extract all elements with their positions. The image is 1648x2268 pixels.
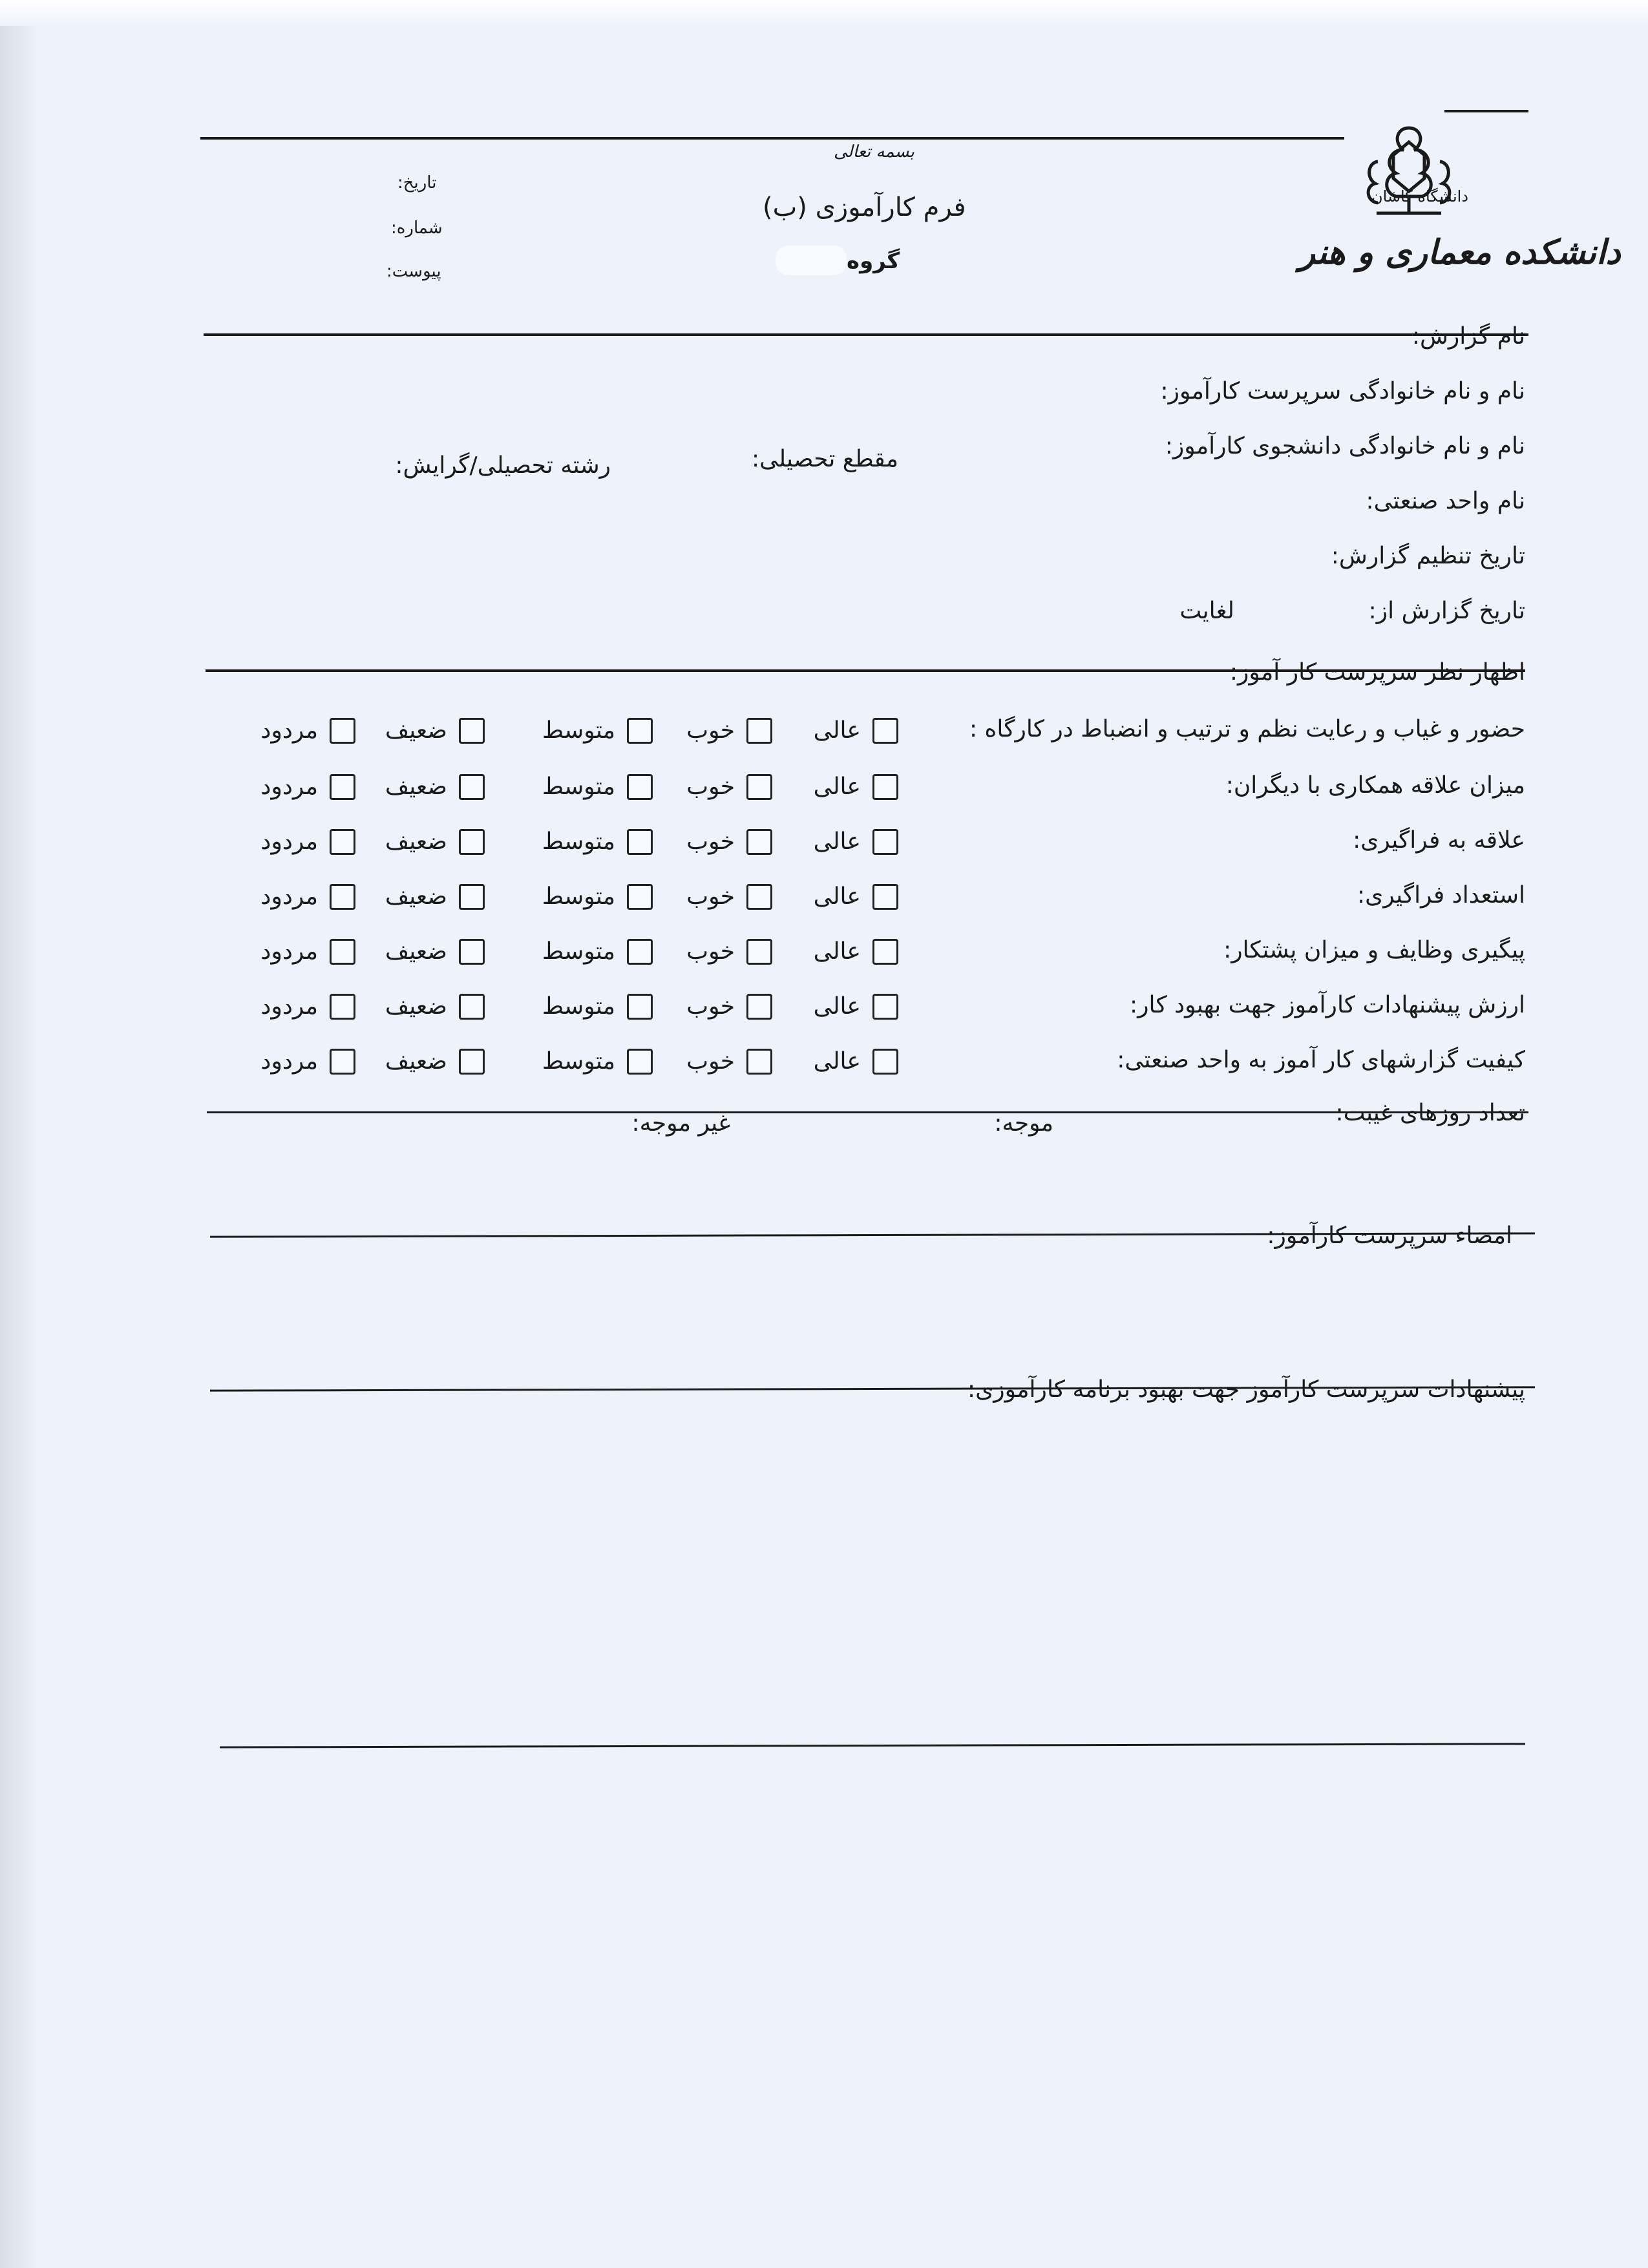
- rating-checkbox[interactable]: [872, 884, 898, 910]
- evaluation-heading: اظهار نظر سرپرست کار آموز:: [1229, 659, 1525, 686]
- criterion-label: ارزش پیشنهادات کارآموز جهت بهبود کار:: [1130, 992, 1525, 1018]
- field-of-study-label: رشته تحصیلی/گرایش:: [395, 452, 611, 479]
- rating-option-label: متوسط: [542, 938, 615, 965]
- criterion-label: علاقه به فراگیری:: [1353, 827, 1525, 854]
- rating-checkbox[interactable]: [746, 994, 772, 1020]
- scan-edge-top: [0, 0, 1648, 26]
- attachment-label: پیوست:: [386, 262, 441, 281]
- rating-checkbox[interactable]: [459, 1049, 485, 1075]
- header-divider: [204, 333, 1528, 336]
- rating-checkbox[interactable]: [746, 774, 772, 800]
- rating-checkbox[interactable]: [459, 939, 485, 965]
- rating-option-label: عالی: [813, 993, 861, 1020]
- rating-option-label: خوب: [686, 773, 735, 800]
- logo-name: دانشکده معماری و هنر: [1299, 233, 1621, 272]
- rating-option-label: عالی: [813, 1048, 861, 1075]
- rating-checkbox[interactable]: [330, 1049, 355, 1075]
- logo-caption: دانشگاه کاشان: [1371, 187, 1468, 205]
- rating-checkbox[interactable]: [330, 829, 355, 855]
- rating-checkbox[interactable]: [746, 939, 772, 965]
- unjustified-label: غیر موجه:: [631, 1110, 730, 1137]
- rating-checkbox[interactable]: [459, 774, 485, 800]
- rating-checkbox[interactable]: [459, 884, 485, 910]
- rating-option-weak[interactable]: [385, 773, 485, 800]
- rating-option-label: خوب: [686, 717, 735, 744]
- justified-label: موجه:: [994, 1110, 1053, 1137]
- rating-checkbox[interactable]: [746, 884, 772, 910]
- rating-option-label: عالی: [813, 717, 861, 744]
- rating-checkbox[interactable]: [627, 884, 653, 910]
- rating-checkbox[interactable]: [459, 829, 485, 855]
- suggestions-label: پیشنهادات سرپرست کارآموز جهت بهبود برنامه کارآموزی:: [967, 1376, 1525, 1403]
- rating-option-good[interactable]: [686, 1048, 772, 1075]
- rating-checkbox[interactable]: [872, 1049, 898, 1075]
- rating-option-label: خوب: [686, 828, 735, 855]
- rating-checkbox[interactable]: [330, 718, 355, 744]
- criterion-label: کیفیت گزارشهای کار آموز به واحد صنعتی:: [1117, 1047, 1525, 1073]
- redaction-smudge: [776, 246, 847, 275]
- rating-checkbox[interactable]: [627, 994, 653, 1020]
- rating-option-weak[interactable]: [385, 828, 485, 855]
- student-name-label: نام و نام خانوادگی دانشجوی کارآموز:: [1165, 433, 1525, 459]
- rating-checkbox[interactable]: [872, 718, 898, 744]
- rating-checkbox[interactable]: [872, 939, 898, 965]
- industrial-unit-label: نام واحد صنعتی:: [1366, 488, 1525, 514]
- rating-checkbox[interactable]: [459, 718, 485, 744]
- rating-option-label: مردود: [260, 717, 318, 744]
- rating-option-label: ضعیف: [385, 993, 447, 1020]
- rating-option-label: مردود: [260, 883, 318, 910]
- rating-option-label: مردود: [260, 773, 318, 800]
- university-logo: [1299, 116, 1621, 291]
- scan-edge-left: [0, 0, 39, 2268]
- supervisor-name-label: نام و نام خانوادگی سرپرست کارآموز:: [1160, 378, 1525, 404]
- rating-option-average[interactable]: [542, 938, 653, 965]
- rating-option-label: مردود: [260, 1048, 318, 1075]
- rating-option-label: عالی: [813, 828, 861, 855]
- criterion-label: استعداد فراگیری:: [1357, 882, 1525, 908]
- rating-option-good[interactable]: [686, 938, 772, 965]
- rating-option-good[interactable]: [686, 883, 772, 910]
- rating-option-label: ضعیف: [385, 773, 447, 800]
- report-from-label: تاریخ گزارش از:: [1368, 598, 1525, 624]
- rating-option-label: ضعیف: [385, 883, 447, 910]
- rating-option-excellent[interactable]: [814, 828, 898, 855]
- rating-option-label: ضعیف: [385, 938, 447, 965]
- rating-option-fail[interactable]: [260, 1048, 355, 1075]
- rating-option-excellent[interactable]: [814, 1048, 898, 1075]
- top-rule-right: [1444, 110, 1528, 112]
- rating-option-weak[interactable]: [385, 1048, 485, 1075]
- rating-option-label: مردود: [260, 938, 318, 965]
- rating-option-excellent[interactable]: [814, 773, 898, 800]
- report-to-label: لغایت: [1179, 598, 1234, 624]
- rating-option-label: مردود: [260, 828, 318, 855]
- form-title: فرم کارآموزی (ب): [763, 193, 966, 222]
- rating-checkbox[interactable]: [330, 939, 355, 965]
- rating-option-good[interactable]: [686, 828, 772, 855]
- rating-checkbox[interactable]: [330, 884, 355, 910]
- rating-option-label: متوسط: [542, 993, 615, 1020]
- bottom-rule: [220, 1743, 1525, 1748]
- rating-checkbox[interactable]: [746, 829, 772, 855]
- rating-option-label: متوسط: [542, 717, 615, 744]
- rating-checkbox[interactable]: [872, 774, 898, 800]
- rating-checkbox[interactable]: [746, 1049, 772, 1075]
- rating-checkbox[interactable]: [330, 994, 355, 1020]
- rating-option-good[interactable]: [686, 773, 772, 800]
- rating-option-fail[interactable]: [260, 717, 355, 744]
- rating-option-weak[interactable]: [385, 993, 485, 1020]
- rating-option-average[interactable]: [542, 1048, 653, 1075]
- rating-option-weak[interactable]: [385, 717, 485, 744]
- criterion-label: حضور و غیاب و رعایت نظم و ترتیب و انضباط در کارگاه :: [969, 716, 1525, 742]
- rating-option-label: خوب: [686, 993, 735, 1020]
- rating-option-label: خوب: [686, 883, 735, 910]
- absence-label: تعداد روزهای غیبت:: [1335, 1100, 1525, 1126]
- rating-option-average[interactable]: [542, 883, 653, 910]
- rating-option-fail[interactable]: [260, 773, 355, 800]
- rating-option-label: متوسط: [542, 773, 615, 800]
- group-label: گروه: [847, 248, 900, 274]
- rating-option-fail[interactable]: [260, 993, 355, 1020]
- rating-checkbox[interactable]: [627, 829, 653, 855]
- rating-option-label: متوسط: [542, 828, 615, 855]
- date-label: تاریخ:: [397, 173, 437, 193]
- report-name-label: نام گزارش:: [1411, 323, 1525, 350]
- rating-option-average[interactable]: [542, 993, 653, 1020]
- evaluation-divider: [207, 1111, 1528, 1113]
- rating-option-excellent[interactable]: [814, 883, 898, 910]
- rating-checkbox[interactable]: [459, 994, 485, 1020]
- rating-option-label: متوسط: [542, 883, 615, 910]
- rating-option-excellent[interactable]: [814, 717, 898, 744]
- rating-checkbox[interactable]: [627, 1049, 653, 1075]
- rating-checkbox[interactable]: [872, 829, 898, 855]
- rating-option-label: متوسط: [542, 1048, 615, 1075]
- rating-option-label: عالی: [813, 773, 861, 800]
- rating-checkbox[interactable]: [627, 774, 653, 800]
- criterion-label: میزان علاقه همکاری با دیگران:: [1225, 772, 1525, 799]
- rating-option-fail[interactable]: [260, 828, 355, 855]
- rating-option-label: ضعیف: [385, 1048, 447, 1075]
- rating-option-excellent[interactable]: [814, 938, 898, 965]
- rating-option-fail[interactable]: [260, 938, 355, 965]
- rating-option-weak[interactable]: [385, 883, 485, 910]
- rating-option-average[interactable]: [542, 773, 653, 800]
- rating-option-label: خوب: [686, 938, 735, 965]
- rating-checkbox[interactable]: [330, 774, 355, 800]
- criterion-label: پیگیری وظایف و میزان پشتکار:: [1223, 937, 1525, 963]
- rating-option-fail[interactable]: [260, 883, 355, 910]
- report-date-label: تاریخ تنظیم گزارش:: [1331, 543, 1525, 569]
- rating-checkbox[interactable]: [627, 718, 653, 744]
- rating-checkbox[interactable]: [746, 718, 772, 744]
- degree-level-label: مقطع تحصیلی:: [751, 446, 898, 472]
- rating-option-label: عالی: [813, 883, 861, 910]
- rating-option-label: ضعیف: [385, 828, 447, 855]
- rating-option-label: ضعیف: [385, 717, 447, 744]
- rating-option-excellent[interactable]: [814, 993, 898, 1020]
- rating-option-label: عالی: [813, 938, 861, 965]
- basmala: بسمه تعالی: [834, 142, 914, 162]
- rating-option-label: مردود: [260, 993, 318, 1020]
- rating-option-weak[interactable]: [385, 938, 485, 965]
- rating-option-average[interactable]: [542, 717, 653, 744]
- rating-checkbox[interactable]: [627, 939, 653, 965]
- top-rule: [200, 137, 1344, 140]
- rating-option-good[interactable]: [686, 993, 772, 1020]
- signature-label: امضاء سرپرست کارآموز:: [1267, 1223, 1512, 1249]
- rating-option-good[interactable]: [686, 717, 772, 744]
- number-label: شماره:: [391, 218, 443, 238]
- rating-option-average[interactable]: [542, 828, 653, 855]
- rating-checkbox[interactable]: [872, 994, 898, 1020]
- rating-option-label: خوب: [686, 1048, 735, 1075]
